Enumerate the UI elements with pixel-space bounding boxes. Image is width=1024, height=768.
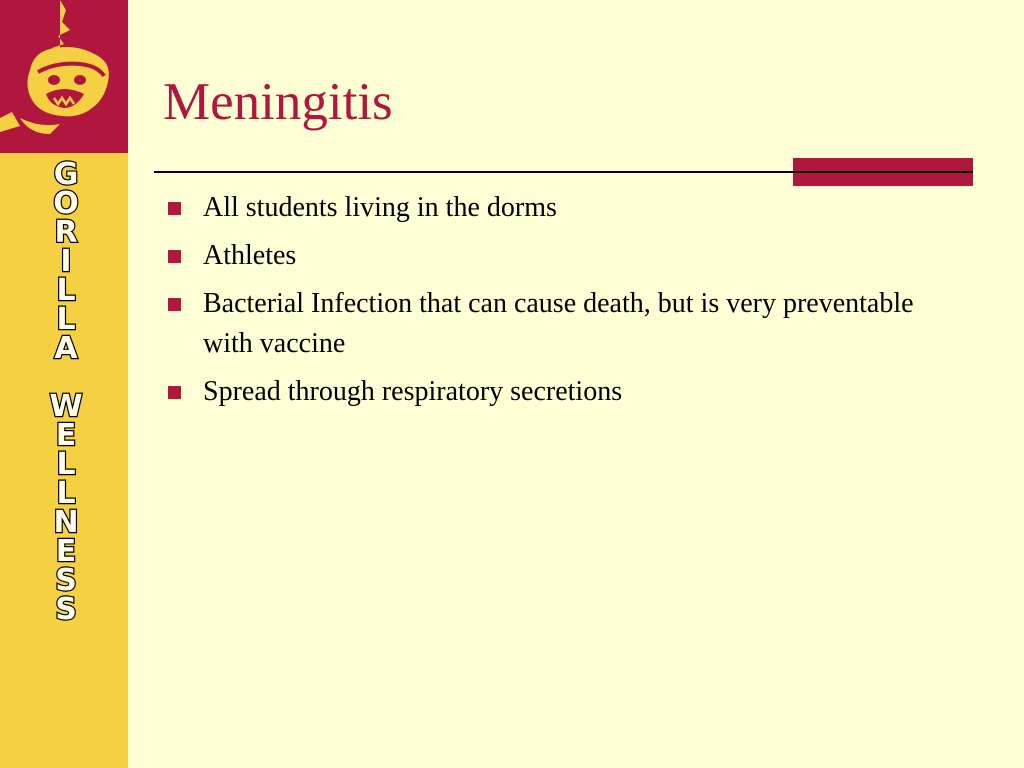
bullet-item xyxy=(166,188,946,228)
bullet-item xyxy=(166,284,946,364)
sidebar xyxy=(0,0,128,768)
brand-letter xyxy=(61,363,71,392)
title-divider-accent-line xyxy=(793,171,973,173)
brand-letter: S xyxy=(55,592,77,627)
bullet-text: Spread through respiratory secretions xyxy=(203,376,623,407)
slide-title: Meningitis xyxy=(163,73,393,131)
brand-letter: N xyxy=(53,505,79,540)
brand-letter: G xyxy=(53,157,79,192)
brand-letter: R xyxy=(54,215,78,250)
bullet-list xyxy=(166,188,946,420)
brand-vertical-text xyxy=(14,157,118,627)
bullet-text: Athletes xyxy=(203,240,297,271)
bullet-square-icon xyxy=(168,298,181,311)
brand-letter: W xyxy=(49,389,83,424)
bullet-text: Bacterial Infection that can cause death, but is very preventable with vaccine xyxy=(203,288,914,359)
bullet-square-icon xyxy=(168,386,181,399)
bullet-square-icon xyxy=(168,202,181,215)
brand-letter: L xyxy=(56,302,76,337)
brand-letter: L xyxy=(56,476,76,511)
bullet-item xyxy=(166,236,946,276)
gorilla-mascot-icon xyxy=(0,0,128,153)
brand-letter: O xyxy=(53,186,79,221)
brand-letter: E xyxy=(55,418,77,453)
brand-letter: A xyxy=(54,331,78,366)
brand-letter: S xyxy=(55,563,77,598)
brand-letter: I xyxy=(60,244,72,279)
bullet-item xyxy=(166,372,946,412)
brand-letter: L xyxy=(56,447,76,482)
bullet-square-icon xyxy=(168,250,181,263)
logo-box xyxy=(0,0,128,153)
brand-letter: L xyxy=(56,273,76,308)
brand-letter: E xyxy=(55,534,77,569)
bullet-text: All students living in the dorms xyxy=(203,192,557,223)
